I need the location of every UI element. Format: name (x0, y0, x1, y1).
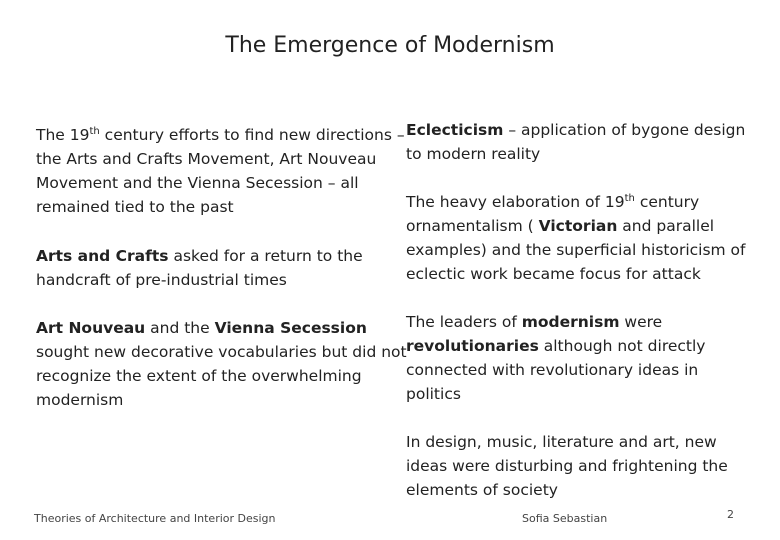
bold-term-modernism: modernism (521, 313, 620, 331)
superscript: th (89, 125, 100, 137)
bold-term-eclecticism: Eclecticism (406, 121, 504, 139)
text: and parallel examples) and the superficial historicism of eclectic work became focus for attack (406, 217, 746, 283)
left-paragraph-2 (36, 244, 386, 292)
left-paragraph-3 (36, 316, 408, 412)
superscript: th (624, 192, 635, 204)
bold-term-art-nouveau: Art Nouveau (36, 319, 146, 337)
right-paragraph-3 (406, 310, 746, 406)
left-paragraph-1 (36, 123, 406, 219)
right-paragraph-2 (406, 190, 766, 286)
text: The heavy elaboration of 19 (406, 193, 625, 211)
text: century efforts to find new directions – the Arts and Crafts Movement, Art Nouveau Movement and the Vienna Secession – all remained tied to the past (36, 126, 405, 216)
text: The 19 (36, 126, 90, 144)
right-paragraph-1 (406, 118, 756, 166)
bold-term-revolutionaries: revolutionaries (406, 337, 539, 355)
slide-title: The Emergence of Modernism (225, 33, 555, 58)
bold-term-arts-and-crafts: Arts and Crafts (36, 247, 169, 265)
text: – application of bygone design to modern reality (406, 121, 746, 163)
text: The leaders of (406, 313, 522, 331)
text: although not directly connected with revolutionary ideas in politics (406, 337, 706, 403)
bold-term-victorian: Victorian (538, 217, 618, 235)
text: sought new decorative vocabularies but did not recognize the extent of the overwhelming modernism (36, 343, 407, 409)
text: were (619, 313, 663, 331)
right-paragraph-4: In design, music, literature and art, new ideas were disturbing and frightening the elements of society (406, 433, 728, 499)
bold-term-vienna-secession: Vienna Secession (214, 319, 367, 337)
footer-course-title: Theories of Architecture and Interior Design (34, 512, 276, 525)
text: century ornamentalism ( (406, 193, 700, 235)
text: and the (145, 319, 215, 337)
footer-author: Sofia Sebastian (522, 512, 608, 525)
text: asked for a return to the handcraft of pre-industrial times (36, 247, 363, 289)
page-number: 2 (727, 508, 734, 521)
